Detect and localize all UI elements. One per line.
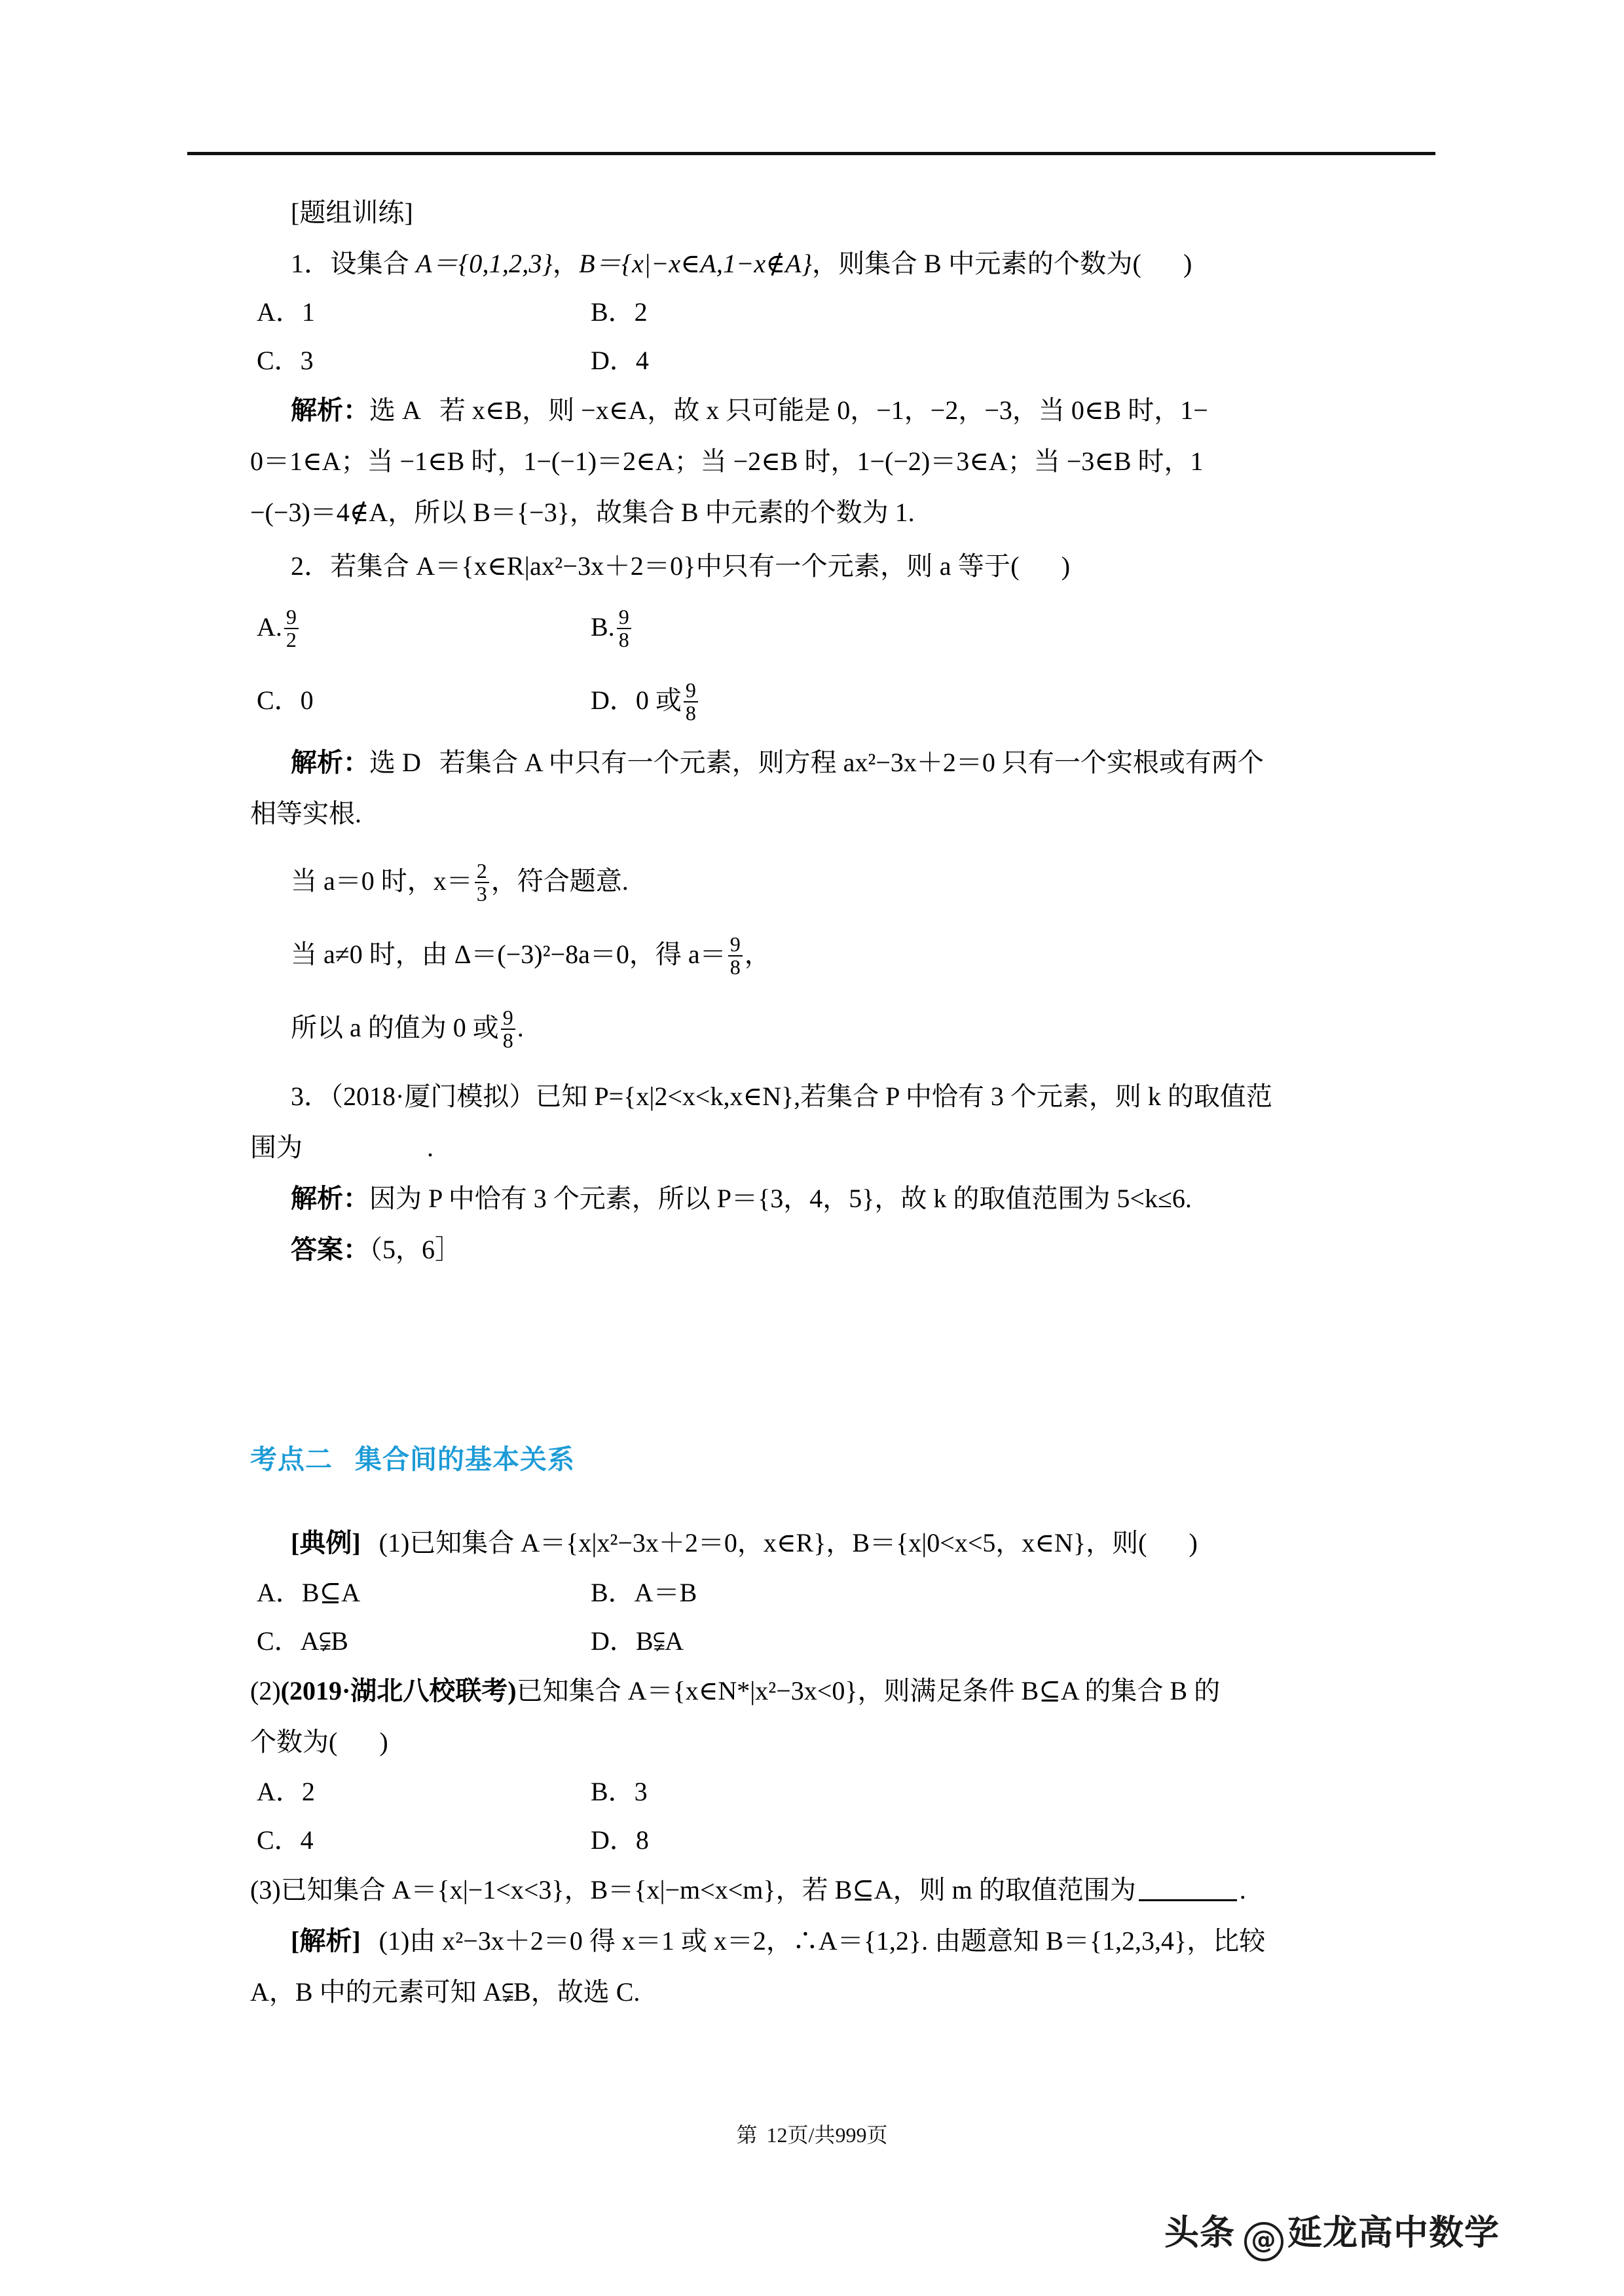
example-question-3	[250, 1865, 1422, 1916]
example-q1-option-c[interactable]: C．A⫋B	[257, 1626, 348, 1656]
example-q1-text: 已知集合 A＝{x|x²−3x＋2＝0，x∈R}，B＝{x|0<x<5，x∈N}，则(	[409, 1528, 1147, 1558]
example-q1-paren: )	[1189, 1528, 1198, 1558]
q1-solution-line-2: 0＝1∈A；当 −1∈B 时，1−(−1)＝2∈A；当 −2∈B 时，1−(−2)＝3∈A；当 −3∈B 时，1	[250, 446, 1204, 476]
analysis-text-1: (1)由 x²−3x＋2＝0 得 x＝1 或 x＝2，∴A＝{1,2}. 由题意知 B＝{1,2,3,4}，比较	[378, 1926, 1266, 1956]
q2-step-3	[250, 991, 1422, 1065]
q2-step-1-post: ，符合题意.	[490, 866, 629, 896]
page-content	[250, 190, 1422, 1275]
question-3-line-1	[250, 1071, 1422, 1122]
example-question-2-line-2	[250, 1717, 1422, 1768]
example-analysis-line-1	[250, 1916, 1422, 1967]
example-q2-source: (2019·湖北八校联考)	[280, 1676, 517, 1705]
fraction-numerator: 9	[729, 932, 741, 957]
example-q1-options-row-2	[250, 1617, 1422, 1666]
example-q2-option-a[interactable]: A．2	[257, 1777, 315, 1806]
q1-text-a: 设集合	[330, 249, 416, 278]
footer-suffix: 页	[866, 2123, 888, 2147]
q1-option-a[interactable]: A．1	[257, 297, 315, 327]
example-q2-text-2: 个数为(	[250, 1727, 338, 1757]
example-q2-option-d[interactable]: D．8	[591, 1825, 649, 1855]
at-icon: @	[1244, 2222, 1283, 2261]
q3-source: （2018·厦门模拟）	[330, 1082, 536, 1111]
q2-step-2	[250, 918, 1422, 991]
section-heading-2	[250, 1438, 575, 1476]
q1-option-d[interactable]: D．4	[591, 346, 649, 375]
example-q1-number: (1)	[378, 1528, 410, 1558]
q2-step-1-fraction	[475, 860, 489, 904]
drill-title: [题组训练]	[291, 198, 413, 227]
header-rule	[187, 152, 1435, 155]
q1-option-c[interactable]: C．3	[257, 346, 314, 375]
example-q1-option-b[interactable]: B．A＝B	[591, 1578, 697, 1607]
q2-paren: )	[1061, 551, 1071, 581]
fraction-numerator: 9	[286, 605, 297, 629]
q2-step-1-pre: 当 a＝0 时，x＝	[291, 866, 473, 896]
fraction-denominator: 3	[475, 882, 489, 905]
page-footer	[0, 2119, 1624, 2149]
q1-solution-choice: 选 A	[369, 395, 421, 425]
example-q1-options-row-1	[250, 1569, 1422, 1617]
example-label: [典例]	[291, 1528, 361, 1558]
example-q2-options-row-2	[250, 1816, 1422, 1865]
q2-solution-line-2: 相等实根.	[250, 799, 361, 828]
q2-step-2-post: ，	[744, 939, 771, 969]
fraction-denominator: 8	[684, 701, 698, 724]
q2-step-3-pre: 所以 a 的值为 0 或	[291, 1013, 499, 1042]
example-q1-option-d[interactable]: D．B⫋A	[591, 1626, 684, 1656]
q2-number: 2．	[291, 551, 331, 581]
example-q1-option-a[interactable]: A．B⊆A	[257, 1578, 360, 1607]
q1-solution-label: 解析：	[291, 395, 369, 425]
q2-step-3-body	[250, 991, 524, 1065]
q2-option-a-fraction	[284, 606, 299, 650]
fraction-numerator: 9	[502, 1006, 513, 1030]
example-q2-paren: )	[379, 1727, 388, 1757]
q2-options-row-2	[250, 664, 1422, 737]
q1-solution-line-3: −(−3)＝4∉A，所以 B＝{−3}，故集合 B 中元素的个数为 1.	[250, 498, 915, 527]
q2-solution-choice: 选 D	[369, 748, 421, 777]
q1-set-a: A＝{0,1,2,3}	[416, 249, 553, 278]
fraction-numerator: 2	[476, 859, 487, 883]
q2-option-b-label: B.	[591, 612, 615, 642]
q1-solution-text-1: 若 x∈B，则 −x∈A，故 x 只可能是 0，−1，−2，−3，当 0∈B 时，1−	[439, 395, 1208, 425]
footer-mid: 页/共	[787, 2123, 836, 2147]
example-q2-options-row-1	[250, 1768, 1422, 1816]
q2-step-3-fraction	[501, 1007, 515, 1051]
q1-comma1: ，	[552, 249, 580, 278]
watermark-account: 延龙高中数学	[1287, 2213, 1500, 2253]
example-q2-option-c[interactable]: C．4	[257, 1825, 314, 1855]
q2-step-1	[250, 845, 1422, 918]
q3-answer-text: （5，6］	[369, 1235, 461, 1264]
example-q2-option-b[interactable]: B．3	[591, 1777, 648, 1806]
section-tag: 考点二	[250, 1444, 333, 1475]
q1-solution-line-1	[250, 385, 1422, 436]
q2-step-1-body	[250, 845, 629, 918]
q2-option-d-fraction	[684, 680, 698, 723]
q2-options-row-1	[250, 591, 1422, 664]
q2-option-d-label: D．0 或	[591, 685, 682, 715]
q3-text-2: 围为	[250, 1133, 303, 1162]
fraction-denominator: 8	[728, 955, 743, 978]
question-1	[250, 240, 1422, 288]
footer-page-number: 12	[766, 2123, 788, 2147]
example-question-1	[250, 1518, 1422, 1569]
analysis-label: [解析]	[291, 1926, 361, 1956]
footer-total-pages: 999	[835, 2123, 867, 2147]
q1-option-b[interactable]: B．2	[591, 297, 648, 327]
q1-options-row-1	[250, 288, 1422, 337]
q3-text-end: .	[427, 1133, 434, 1162]
q2-option-b[interactable]	[584, 591, 633, 664]
example-block	[250, 1518, 1422, 2018]
q2-option-c[interactable]: C．0	[257, 685, 314, 715]
example-q3-text-post: .	[1239, 1875, 1246, 1904]
q3-number: 3．	[291, 1082, 330, 1111]
q1-text-b: 则集合 B 中元素的个数为(	[838, 249, 1142, 278]
section-title: 集合间的基本关系	[355, 1444, 575, 1475]
fraction-denominator: 2	[284, 628, 299, 651]
answer-blank-input[interactable]	[1139, 1880, 1237, 1901]
watermark-brand: 头条	[1164, 2213, 1235, 2253]
q3-solution-text: 因为 P 中恰有 3 个元素，所以 P＝{3，4，5}，故 k 的取值范围为 5<k≤6.	[369, 1184, 1192, 1213]
q1-paren: )	[1183, 249, 1192, 278]
example-q2-number: (2)	[250, 1676, 281, 1705]
q2-option-a-label: A.	[257, 612, 282, 642]
question-2	[250, 542, 1422, 591]
q2-step-3-post: .	[517, 1013, 524, 1042]
q2-option-a[interactable]	[250, 591, 584, 664]
example-q3-text: 已知集合 A＝{x|−1<x<3}，B＝{x|−m<x<m}，若 B⊆A，则 m 的取值范围为	[280, 1875, 1136, 1904]
watermark	[1164, 2205, 1500, 2261]
q2-solution-line-1	[250, 737, 1422, 788]
fraction-numerator: 9	[685, 678, 696, 702]
q2-option-d[interactable]	[584, 664, 700, 737]
q2-solution-text-1: 若集合 A 中只有一个元素，则方程 ax²−3x＋2＝0 只有一个实根或有两个	[439, 748, 1264, 777]
q1-comma2: ，	[812, 249, 839, 278]
q2-text: 若集合 A＝{x∈R|ax²−3x＋2＝0}中只有一个元素，则 a 等于(	[330, 551, 1020, 581]
q3-text-1: 已知 P={x|2<x<k,x∈N},若集合 P 中恰有 3 个元素，则 k 的取值范	[535, 1082, 1272, 1111]
example-analysis-line-2: A，B 中的元素可知 A⫋B，故选 C.	[250, 1977, 640, 2007]
question-3-line-2	[250, 1122, 1422, 1173]
example-question-2-line-1	[250, 1666, 1422, 1717]
fraction-numerator: 9	[618, 605, 629, 629]
q2-step-2-body	[250, 918, 771, 991]
q1-set-b: B＝{x|−x∈A,1−x∉A}	[579, 249, 813, 278]
fraction-denominator: 8	[617, 628, 631, 651]
q3-solution	[250, 1173, 1422, 1224]
q2-option-b-fraction	[617, 606, 631, 650]
q2-solution-label: 解析：	[291, 748, 369, 777]
q3-solution-label: 解析：	[291, 1184, 369, 1213]
example-q3-number: (3)	[250, 1875, 281, 1904]
q2-step-2-pre: 当 a≠0 时，由 Δ＝(−3)²−8a＝0，得 a＝	[291, 939, 726, 969]
q3-answer	[250, 1224, 1422, 1275]
fraction-denominator: 8	[501, 1029, 515, 1051]
q3-answer-label: 答案：	[291, 1235, 369, 1264]
footer-prefix: 第	[736, 2123, 758, 2147]
q1-number: 1．	[291, 249, 331, 278]
q1-options-row-2	[250, 337, 1422, 385]
q2-step-2-fraction	[728, 934, 743, 977]
example-q2-text-1: 已知集合 A＝{x∈N*|x²−3x<0}，则满足条件 B⊆A 的集合 B 的	[516, 1676, 1221, 1705]
